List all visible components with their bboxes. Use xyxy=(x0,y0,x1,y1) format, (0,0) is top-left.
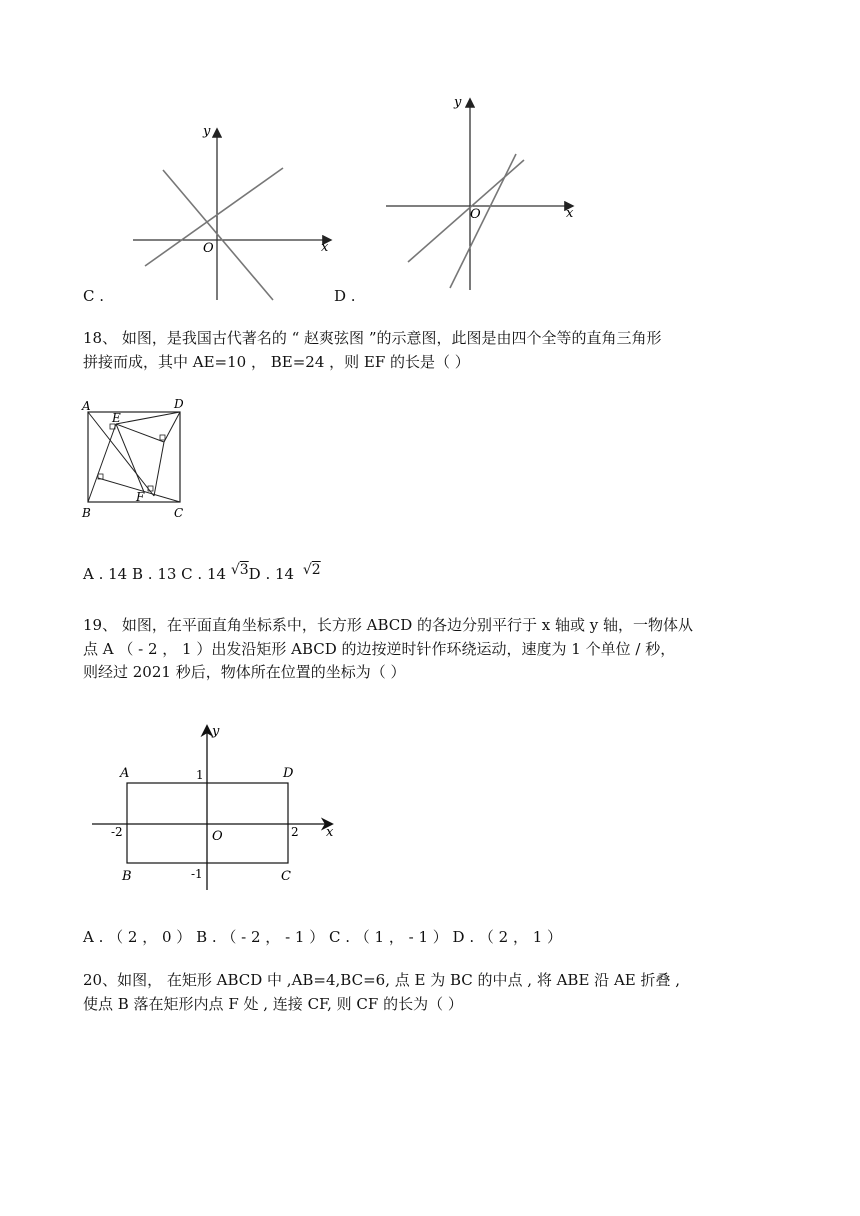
q18-text-line1: 18、 如图，是我国古代著名的 “ 赵爽弦图 ”的示意图，此图是由四个全等的直角三角形 xyxy=(83,329,662,347)
y-label: y xyxy=(454,95,462,110)
x-label: x xyxy=(566,206,574,221)
segment-ae-extended xyxy=(88,412,154,496)
segment-ef xyxy=(116,424,144,492)
sqrt3-radicand: 3 xyxy=(239,562,249,578)
segment-be xyxy=(88,424,116,502)
line-steep xyxy=(450,154,516,288)
right-angle-mark xyxy=(160,435,165,440)
tick-neg2-label: -2 xyxy=(111,825,123,839)
line-rising xyxy=(145,168,283,266)
q20-text-line1: 20、如图， 在矩形 ABCD 中 ,AB=4,BC=6, 点 E 为 BC 的中点 , 将 ABE 沿 AE 折叠 , xyxy=(83,971,681,989)
x-label: x xyxy=(326,825,334,840)
line-falling xyxy=(163,170,273,300)
point-a-label: A xyxy=(120,766,130,781)
q19-options[interactable]: A . （ 2 ， 0 ） B . （ - 2 ， - 1 ） C . （ 1 ， - 1 ） D . （ 2 ， 1 ） xyxy=(83,928,563,946)
tick-1-label: 1 xyxy=(196,768,204,782)
point-f-label: F xyxy=(136,490,145,504)
line-shallow xyxy=(408,160,524,262)
point-d-label: D xyxy=(174,397,184,411)
q18-options-d[interactable]: D . 14 xyxy=(248,565,295,583)
q20-text-line2: 使点 B 落在矩形内点 F 处 , 连接 CF, 则 CF 的长为（ ） xyxy=(83,995,463,1013)
point-b-label: B xyxy=(82,506,91,520)
right-angle-mark xyxy=(148,486,153,491)
q17-graph-c xyxy=(125,118,340,303)
segment-inner-right xyxy=(116,424,164,442)
origin-label: O xyxy=(470,207,481,222)
point-d-label: D xyxy=(283,766,294,781)
x-label: x xyxy=(321,240,329,255)
y-label: y xyxy=(203,124,211,139)
q17-option-d-label[interactable]: D . xyxy=(334,287,356,305)
q18-options-abc[interactable]: A . 14 B . 13 C . 14 xyxy=(83,565,227,583)
point-a-label: A xyxy=(82,399,91,413)
q18-text-line2: 拼接而成，其中 AE=10 ， BE=24 ，则 EF 的长是（ ） xyxy=(83,353,470,371)
point-b-label: B xyxy=(122,869,132,884)
q19-coordinate-figure xyxy=(88,722,348,892)
q18-zhaoshuang-figure xyxy=(78,394,198,524)
q19-text-line2: 点 A （ - 2 ， 1 ）出发沿矩形 ABCD 的边按逆时针作环绕运动，速度为 1 个单位 / 秒， xyxy=(83,640,676,658)
point-c-label: C xyxy=(174,506,184,520)
q18-options xyxy=(83,563,321,586)
point-e-label: E xyxy=(112,411,121,425)
point-c-label: C xyxy=(281,869,291,884)
q17-graph-d xyxy=(382,92,582,297)
sqrt-symbol: √2 xyxy=(302,562,321,578)
sqrt2-radicand: 2 xyxy=(311,562,321,578)
origin-label: O xyxy=(203,241,214,256)
origin-label: O xyxy=(212,829,223,844)
segment-inner-bottom xyxy=(154,442,164,496)
tick-neg1-label: -1 xyxy=(191,867,203,881)
sqrt-symbol: √3 xyxy=(230,562,249,578)
y-label: y xyxy=(212,724,220,739)
q19-text-line3: 则经过 2021 秒后，物体所在位置的坐标为（ ） xyxy=(83,663,406,681)
q19-text-line1: 19、 如图，在平面直角坐标系中，长方形 ABCD 的各边分别平行于 x 轴或 y 轴，一物体从 xyxy=(83,616,694,634)
tick-2-label: 2 xyxy=(291,825,299,839)
q17-option-c-label[interactable]: C . xyxy=(83,287,105,305)
segment-d-e xyxy=(116,412,180,424)
segment-d-inner xyxy=(164,412,180,442)
